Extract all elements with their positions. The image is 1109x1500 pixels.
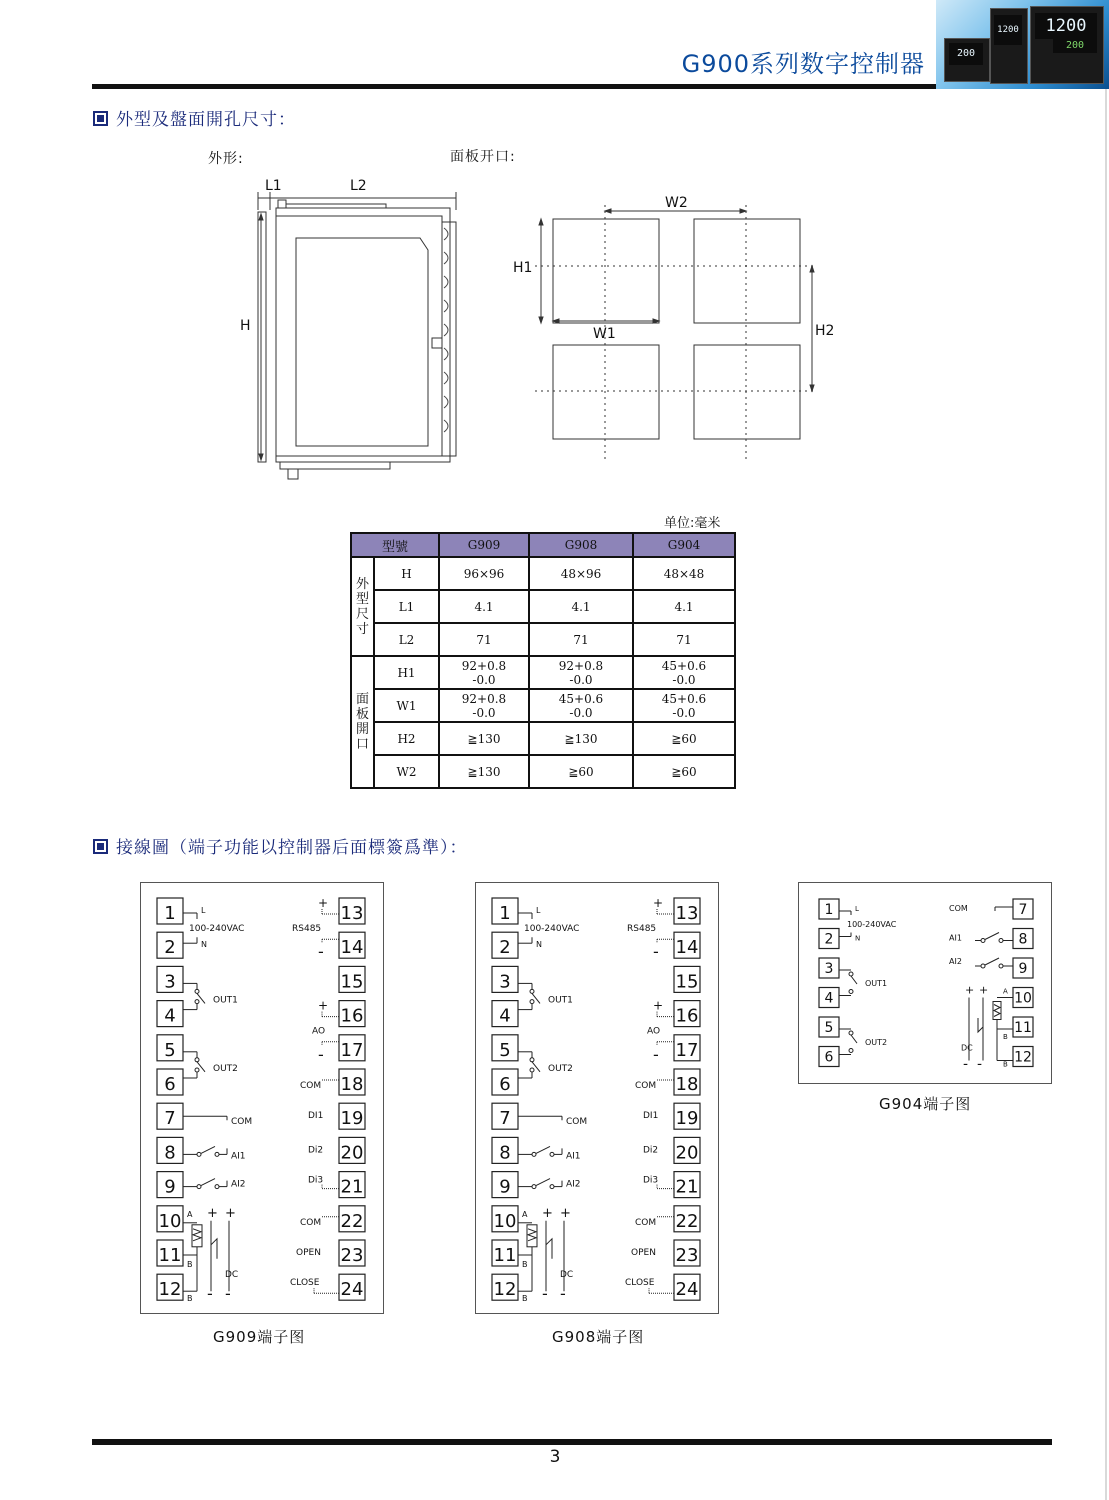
terminal-number: 5 (499, 1039, 511, 1061)
label-di3: Di3 (643, 1175, 659, 1186)
switch-contact (215, 1152, 219, 1156)
terminal-number: 21 (340, 1176, 364, 1198)
table-row (351, 590, 735, 623)
cell: 48×96 (529, 557, 633, 590)
page-edge-line (1105, 0, 1107, 1500)
switch-contact (849, 990, 853, 994)
dc-signal-icon (546, 1239, 552, 1259)
switch-contact (195, 1068, 199, 1072)
table-row (351, 623, 735, 656)
caption-g904: G904端子图 (879, 1095, 972, 1113)
terminal-number: 8 (499, 1142, 511, 1164)
dim-h1-label: H1 (513, 260, 533, 276)
terminal-number: 24 (340, 1279, 364, 1301)
cell: 92+0.8 -0.0 (529, 656, 633, 689)
terminal-number: 8 (164, 1142, 176, 1164)
switch-contact (197, 1152, 201, 1156)
terminal-number: 23 (675, 1245, 699, 1266)
label-plus: + (965, 983, 975, 997)
controller-large-image: 1200 200 (1030, 6, 1104, 84)
header-g908: G908 (529, 533, 633, 557)
label-plus: + (318, 896, 329, 910)
switch-contact (197, 1185, 201, 1189)
terminal-number: 11 (493, 1245, 517, 1266)
page-number: 3 (549, 1447, 561, 1467)
section-heading-wiring: 接線圖（端子功能以控制器后面標簽爲準）： (93, 833, 468, 858)
label-minus: - (560, 1284, 566, 1304)
terminal-number: 14 (340, 937, 364, 959)
terminal-number: 22 (675, 1210, 699, 1232)
terminal-number: 3 (824, 961, 834, 977)
switch-contact (530, 1000, 534, 1004)
terminal-number: 12 (158, 1279, 182, 1301)
controller-vertical-image: 1200 (990, 8, 1028, 84)
label-l: L (536, 906, 541, 915)
label-plus: + (979, 983, 989, 997)
label-com-left: COM (231, 1117, 253, 1128)
label-minus: - (318, 942, 324, 962)
label-close: CLOSE (625, 1278, 655, 1289)
switch-contact (999, 939, 1003, 943)
terminal-number: 16 (340, 1005, 364, 1027)
terminal-number: 5 (824, 1020, 834, 1036)
cell: 71 (633, 623, 735, 656)
label-open: OPEN (296, 1248, 321, 1258)
switch-contact (195, 1000, 199, 1004)
label-ao: AO (312, 1026, 326, 1037)
dim-h-label: H (240, 318, 251, 334)
label-b: B (187, 1294, 193, 1304)
label-n: N (201, 940, 207, 950)
cell: ≧60 (633, 722, 735, 755)
dc-signal-icon (211, 1239, 217, 1259)
label-rs485: RS485 (627, 924, 657, 934)
switch-contact (849, 1031, 853, 1035)
switch-contact (849, 1049, 853, 1053)
label-dc: DC (961, 1043, 973, 1053)
cell: 92+0.8 -0.0 (439, 689, 529, 722)
square-bullet-icon (93, 111, 108, 126)
label-minus: - (542, 1284, 548, 1304)
label-minus: - (977, 1056, 983, 1073)
cell: 4.1 (633, 590, 735, 623)
row-label: L2 (374, 623, 439, 656)
label-ai2: AI2 (231, 1179, 246, 1190)
cutout-drawing (505, 185, 845, 475)
terminal-number: 14 (675, 937, 699, 959)
label-minus: - (207, 1284, 213, 1304)
terminal-number: 23 (340, 1245, 364, 1266)
table-row (351, 557, 735, 590)
group-outline: 外 型 尺 寸 (351, 557, 374, 656)
label-ai1: AI1 (231, 1151, 246, 1162)
label-l: L (855, 905, 859, 913)
terminal-number: 17 (675, 1039, 699, 1061)
cell: 92+0.8 -0.0 (439, 656, 529, 689)
dc-signal-icon (978, 1018, 983, 1032)
label-plus: + (542, 1205, 553, 1221)
table-row (351, 755, 735, 788)
wiring-g909 (140, 882, 384, 1314)
wire-line (201, 1146, 215, 1153)
label-dc: DC (560, 1270, 574, 1280)
label-plus: + (225, 1205, 236, 1221)
terminal-number: 5 (164, 1039, 176, 1061)
label-com-right: COM (949, 904, 968, 913)
label-di1: DI1 (308, 1111, 324, 1122)
label-plus: + (207, 1205, 218, 1221)
label-a: A (522, 1209, 528, 1219)
cell: ≧130 (529, 722, 633, 755)
row-label: W1 (374, 689, 439, 722)
label-ai1: AI1 (566, 1151, 581, 1162)
terminal-number: 10 (1014, 990, 1032, 1007)
terminal-number: 21 (675, 1176, 699, 1198)
terminal-number: 19 (340, 1108, 364, 1130)
terminal-number: 6 (164, 1074, 176, 1095)
terminal-number: 16 (675, 1005, 699, 1027)
controller-small-image: 200 (944, 38, 990, 82)
label-out1: OUT1 (548, 995, 573, 1006)
label-com-left: COM (566, 1117, 588, 1128)
label-com-right: COM (300, 1217, 322, 1228)
label-a: A (187, 1209, 193, 1219)
table-row (351, 722, 735, 755)
label-out1: OUT1 (213, 995, 238, 1006)
outline-drawing (230, 170, 470, 485)
label-ai2: AI2 (949, 957, 962, 966)
dim-w2-label: W2 (665, 195, 688, 211)
row-label: W2 (374, 755, 439, 788)
terminal-number: 13 (340, 903, 364, 924)
dim-h2-label: H2 (815, 323, 835, 339)
label-plus: + (318, 998, 329, 1013)
label-minus: - (963, 1056, 969, 1073)
label-out1: OUT1 (865, 979, 888, 988)
terminal-number: 12 (493, 1279, 517, 1301)
table-header-row (351, 533, 735, 557)
terminal-number: 3 (164, 971, 176, 993)
switch-contact (550, 1185, 554, 1189)
switch-contact (530, 1058, 534, 1062)
terminal-number: 2 (499, 937, 511, 959)
label-b: B (1003, 1060, 1008, 1069)
terminal-number: 6 (499, 1074, 511, 1095)
wire-line (985, 933, 999, 940)
cell: 45+0.6 -0.0 (633, 656, 735, 689)
switch-contact (532, 1185, 536, 1189)
label-l: L (201, 906, 206, 915)
terminal-number: 12 (1014, 1049, 1032, 1066)
terminal-number: 24 (675, 1279, 699, 1301)
page-title: G900系列数字控制器 (681, 50, 925, 78)
switch-contact (195, 989, 199, 993)
label-b: B (1003, 1033, 1008, 1041)
dimension-table (350, 532, 736, 789)
row-label: H2 (374, 722, 439, 755)
label-minus: - (225, 1284, 231, 1304)
terminal-number: 1 (499, 903, 511, 924)
label-close: CLOSE (290, 1278, 320, 1289)
label-vac: 100-240VAC (847, 920, 897, 929)
terminal-number: 17 (340, 1039, 364, 1061)
label-b: B (187, 1260, 193, 1269)
label-plus: + (653, 998, 664, 1013)
label-com-right: COM (300, 1081, 322, 1091)
terminal-number: 7 (499, 1108, 511, 1130)
wiring-g908 (475, 882, 719, 1314)
cell: ≧130 (439, 755, 529, 788)
label-n: N (536, 940, 542, 950)
label-rs485: RS485 (292, 924, 322, 934)
group-panel: 面 板 開 口 (351, 656, 374, 788)
switch-contact (530, 1068, 534, 1072)
cell: ≧60 (633, 755, 735, 788)
switch-contact (999, 964, 1003, 968)
terminal-number: 7 (1018, 902, 1028, 918)
label-di2: Di2 (643, 1145, 659, 1156)
terminal-number: 20 (340, 1142, 364, 1164)
dim-w1-label: W1 (593, 326, 616, 342)
terminal-number: 1 (824, 902, 834, 918)
wire-line (985, 958, 999, 965)
label-a: A (1003, 987, 1008, 996)
label-ai1: AI1 (949, 933, 962, 943)
terminal-number: 6 (824, 1049, 834, 1066)
terminal-number: 1 (164, 903, 176, 924)
square-bullet-icon (93, 839, 108, 854)
label-ai2: AI2 (566, 1179, 581, 1190)
terminal-number: 4 (499, 1005, 511, 1027)
label-dc: DC (225, 1270, 239, 1280)
caption-g909: G909端子图 (213, 1328, 306, 1346)
cell: ≧60 (529, 755, 633, 788)
product-photo (936, 0, 1109, 89)
label-vac: 100-240VAC (524, 924, 580, 934)
switch-contact (532, 1152, 536, 1156)
header-model: 型號 (351, 533, 439, 557)
terminal-number: 15 (340, 971, 364, 993)
cell: 48×48 (633, 557, 735, 590)
terminal-number: 8 (1018, 931, 1028, 948)
terminal-number: 9 (164, 1176, 176, 1198)
label-minus: - (318, 1044, 324, 1064)
header-rule (92, 84, 937, 89)
terminal-number: 2 (164, 937, 176, 959)
label-out2: OUT2 (548, 1063, 573, 1074)
terminal-number: 19 (675, 1108, 699, 1130)
switch-contact (981, 964, 985, 968)
cell: ≧130 (439, 722, 529, 755)
switch-contact (550, 1152, 554, 1156)
label-di3: Di3 (308, 1175, 324, 1186)
wiring-g904 (798, 882, 1052, 1084)
terminal-number: 11 (158, 1245, 182, 1266)
label-di2: Di2 (308, 1145, 324, 1156)
cell: 71 (529, 623, 633, 656)
terminal-number: 18 (340, 1074, 364, 1095)
wire-line (201, 1179, 215, 1186)
section-heading-dimensions: 外型及盤面開孔尺寸： (93, 105, 296, 130)
terminal-number: 3 (499, 971, 511, 993)
dim-l1-label: L1 (265, 178, 282, 194)
dim-l2-label: L2 (350, 178, 367, 194)
terminal-number: 11 (1014, 1020, 1032, 1036)
terminal-number: 4 (824, 990, 834, 1007)
label-plus: + (653, 896, 664, 910)
header-g909: G909 (439, 533, 529, 557)
label-minus: - (653, 1044, 659, 1064)
terminal-number: 9 (499, 1176, 511, 1198)
label-open: OPEN (631, 1248, 656, 1258)
label-plus: + (560, 1205, 571, 1221)
label-out2: OUT2 (865, 1038, 888, 1047)
cell: 45+0.6 -0.0 (633, 689, 735, 722)
label-di1: DI1 (643, 1111, 659, 1122)
cell: 45+0.6 -0.0 (529, 689, 633, 722)
cell: 4.1 (529, 590, 633, 623)
row-label: L1 (374, 590, 439, 623)
label-n: N (855, 934, 861, 943)
wire-line (851, 976, 857, 984)
terminal-number: 10 (493, 1210, 517, 1232)
terminal-number: 15 (675, 971, 699, 993)
terminal-number: 4 (164, 1005, 176, 1027)
wiring-g909-diagram (141, 883, 383, 1313)
row-label: H (374, 557, 439, 590)
cell: 96×96 (439, 557, 529, 590)
wiring-g908-diagram (476, 883, 718, 1313)
wire-line (851, 1035, 857, 1043)
outline-label: 外形: (208, 151, 244, 167)
label-b: B (522, 1260, 528, 1269)
label-out2: OUT2 (213, 1063, 238, 1074)
switch-contact (195, 1058, 199, 1062)
switch-contact (981, 939, 985, 943)
terminal-number: 2 (824, 931, 834, 948)
wire-line (536, 1179, 550, 1186)
label-com-right: COM (635, 1081, 657, 1091)
wire-line (536, 1146, 550, 1153)
terminal-number: 20 (675, 1142, 699, 1164)
unit-label: 单位:毫米 (664, 516, 721, 531)
terminal-number: 18 (675, 1074, 699, 1095)
label-b: B (522, 1294, 528, 1304)
terminal-number: 22 (340, 1210, 364, 1232)
switch-contact (849, 972, 853, 976)
label-minus: - (653, 942, 659, 962)
switch-contact (530, 989, 534, 993)
terminal-number: 10 (158, 1210, 182, 1232)
header-g904: G904 (633, 533, 735, 557)
switch-contact (215, 1185, 219, 1189)
cutout-label: 面板开口: (450, 149, 516, 165)
cell: 71 (439, 623, 529, 656)
label-vac: 100-240VAC (189, 924, 245, 934)
caption-g908: G908端子图 (552, 1328, 645, 1346)
wiring-g904-diagram (799, 883, 1051, 1083)
terminal-number: 9 (1018, 961, 1028, 977)
label-com-right: COM (635, 1217, 657, 1228)
footer-rule (92, 1439, 1052, 1445)
terminal-number: 13 (675, 903, 699, 924)
table-row (351, 689, 735, 722)
label-ao: AO (647, 1026, 661, 1037)
table-row (351, 656, 735, 689)
row-label: H1 (374, 656, 439, 689)
cell: 4.1 (439, 590, 529, 623)
terminal-number: 7 (164, 1108, 176, 1130)
